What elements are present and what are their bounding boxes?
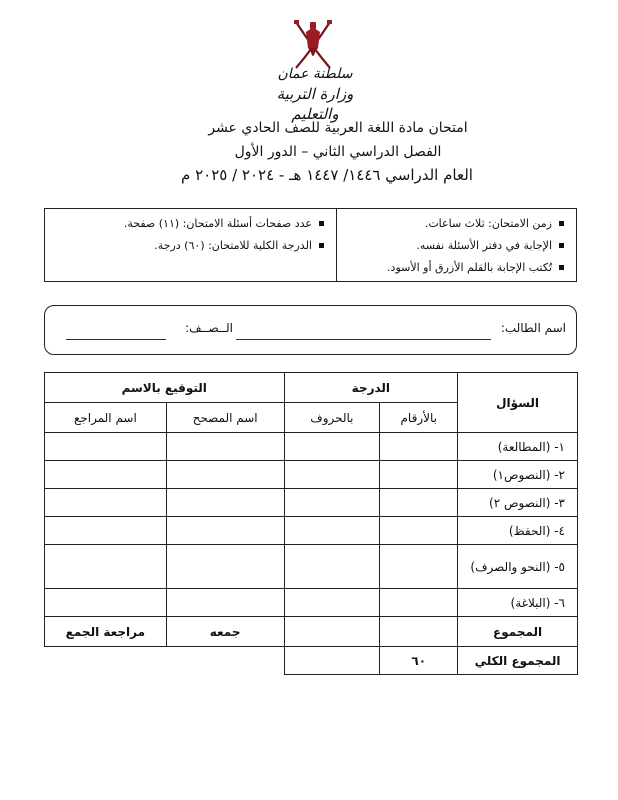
question-cell: ٤- (الحفظ)	[458, 517, 578, 545]
grade-digits-cell[interactable]	[380, 461, 458, 489]
question-header: السؤال	[458, 373, 578, 433]
info-item: الإجابة في دفتر الأسئلة نفسه.	[337, 235, 566, 257]
corrector-cell[interactable]	[166, 433, 284, 461]
corrector-cell[interactable]	[166, 589, 284, 617]
sultanate-name: سلطنة عمان	[277, 66, 353, 82]
question-cell: ٥- (النحو والصرف)	[458, 545, 578, 589]
reviewer-header: اسم المراجع	[45, 403, 167, 433]
reviewer-cell[interactable]	[45, 461, 167, 489]
ministry-logo-text	[255, 64, 375, 124]
table-row	[45, 489, 578, 517]
sum-review-label: مراجعة الجمع	[45, 617, 167, 647]
table-row	[45, 433, 578, 461]
corrector-cell[interactable]	[166, 489, 284, 517]
grand-total-letters-cell[interactable]	[284, 647, 380, 675]
table-row	[45, 545, 578, 589]
question-cell: ١- (المطالعة)	[458, 433, 578, 461]
question-cell: ٣- (النصوص ٢)	[458, 489, 578, 517]
grand-total-label: المجموع الكلي	[458, 647, 578, 675]
grade-letters-cell[interactable]	[284, 489, 380, 517]
info-item: زمن الامتحان: ثلاث ساعات.	[337, 213, 566, 235]
grade-letters-cell[interactable]	[284, 517, 380, 545]
grade-letters-cell[interactable]	[284, 545, 380, 589]
digits-header: بالأرقام	[380, 403, 458, 433]
grand-total-value: ٦٠	[380, 647, 458, 675]
reviewer-cell[interactable]	[45, 489, 167, 517]
grade-digits-cell[interactable]	[380, 545, 458, 589]
corrector-cell[interactable]	[166, 461, 284, 489]
table-row	[45, 589, 578, 617]
exam-info-box	[44, 208, 577, 282]
grade-letters-cell[interactable]	[284, 461, 380, 489]
student-name-field[interactable]	[236, 339, 491, 340]
exam-rules	[336, 209, 576, 281]
grade-digits-cell[interactable]	[380, 489, 458, 517]
grand-total-row	[45, 647, 578, 675]
exam-term: الفصل الدراسي الثاني – الدور الأول	[234, 144, 442, 160]
info-item: تُكتب الإجابة بالقلم الأزرق أو الأسود.	[337, 257, 566, 279]
table-row	[45, 461, 578, 489]
exam-stats	[45, 209, 336, 281]
info-item: عدد صفحات أسئلة الامتحان: (١١) صفحة.	[45, 213, 326, 235]
reviewer-cell[interactable]	[45, 589, 167, 617]
question-cell: ٢- (النصوص١)	[458, 461, 578, 489]
grade-digits-cell[interactable]	[380, 517, 458, 545]
ministry-name: وزارة التربية والتعليم	[276, 85, 354, 123]
exam-title: امتحان مادة اللغة العربية للصف الحادي عشر	[208, 120, 468, 136]
academic-year: العام الدراسي ١٤٤٦/ ١٤٤٧ هـ - ٢٠٢٤ / ٢٠٢٥ م	[181, 166, 473, 184]
corrector-cell[interactable]	[166, 545, 284, 589]
total-letters-cell[interactable]	[284, 617, 380, 647]
grade-digits-cell[interactable]	[380, 433, 458, 461]
table-row	[45, 517, 578, 545]
reviewer-cell[interactable]	[45, 545, 167, 589]
class-field[interactable]	[66, 339, 166, 340]
reviewer-cell[interactable]	[45, 433, 167, 461]
reviewer-cell[interactable]	[45, 517, 167, 545]
total-digits-cell[interactable]	[380, 617, 458, 647]
student-details-box	[44, 305, 577, 355]
grade-digits-cell[interactable]	[380, 589, 458, 617]
grade-letters-cell[interactable]	[284, 589, 380, 617]
student-name-label: اسم الطالب:	[500, 321, 566, 335]
grade-letters-cell[interactable]	[284, 433, 380, 461]
corrector-cell[interactable]	[166, 517, 284, 545]
total-label: المجموع	[458, 617, 578, 647]
grade-header: الدرجة	[284, 373, 458, 403]
question-cell: ٦- (البلاغة)	[458, 589, 578, 617]
sum-label: جمعه	[166, 617, 284, 647]
corrector-header: اسم المصحح	[166, 403, 284, 433]
signature-header: التوقيع بالاسم	[45, 373, 285, 403]
letters-header: بالحروف	[284, 403, 380, 433]
total-row	[45, 617, 578, 647]
grades-table	[44, 372, 578, 675]
info-item: الدرجة الكلية للامتحان: (٦٠) درجة.	[45, 235, 326, 257]
class-label: الــصــف:	[185, 321, 233, 335]
